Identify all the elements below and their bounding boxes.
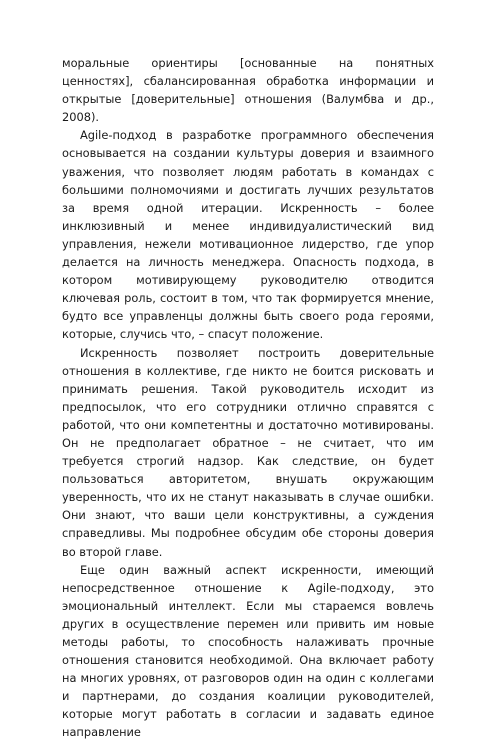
paragraph-sincerity-trust: Искренность позволяет построить доверительные отношения в коллективе, где никто не боится рисковать и принимать решения. Такой руководитель исходит из предпосылок, что его сотрудники отлично справятся с работой, что они компетентны и достаточно мотивированы. Он не предполагает обратное – не считает, что им требуется строгий надзор. Как следствие, он будет пользоваться авторитетом, внушать окружающим уверенность, что их не станут наказывать в случае ошибки. Они знают, что ваши цели конструктивны, а суждения справедливы. Мы подробнее обсудим обе стороны доверия во второй главе.	[62, 345, 434, 559]
paragraph-agile-trust: Agile-подход в разработке программного обеспечения основывается на создании культуры доверия и взаимного уважения, что позволяет людям работать в командах с большими полномочиями и достигать лучших результатов за время одной итерации. Искренность – более инклюзивный и менее индивидуалистический вид управления, нежели мотивационное лидерство, где упор делается на личность менеджера. Опасность подхода, в котором мотивирующему руководителю отводится ключевая роль, состоит в том, что так формируется мнение, будто все управленцы должны быть своего рода героями, которые, случись что, – спасут положение.	[62, 128, 434, 342]
paragraph-continuation: моральные ориентиры [основанные на понятных ценностях], сбалансированная обработка информации и открытые [доверительные] отношения (Валумбва и др., 2008).	[62, 56, 434, 125]
document-page	[62, 54, 434, 742]
paragraph-emotional-intelligence: Еще один важный аспект искренности, имеющий непосредственное отношение к Agile-подходу, это эмоциональный интеллект. Если мы стараемся вовлечь других в осуществление перемен или привить им новые методы работы, то способность налаживать прочные отношения становится необходимой. Она включает работу на многих уровнях, от разговоров один на один с коллегами и партнерами, до создания коалиции руководителей, которые могут работать в согласии и задавать единое направление	[62, 562, 434, 740]
